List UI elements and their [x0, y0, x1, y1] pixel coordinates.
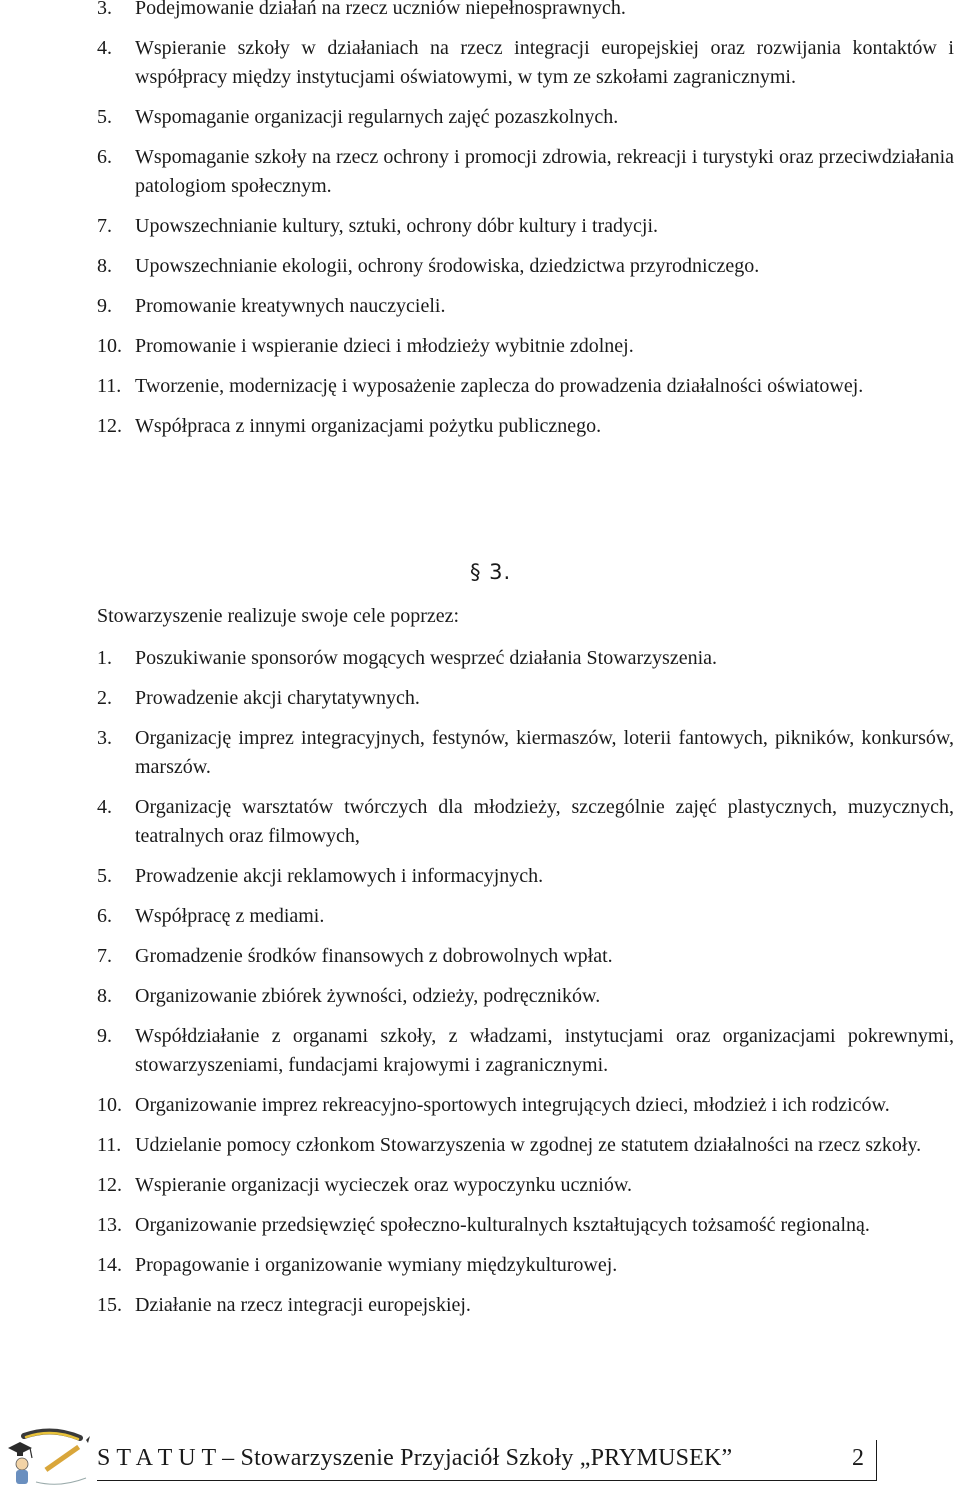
item-number: 6. — [97, 146, 112, 168]
item-text: Współpraca z innymi organizacjami pożytku publicznego. — [135, 415, 602, 437]
means-list — [0, 644, 960, 1331]
list-item — [0, 1022, 960, 1080]
item-number: 12. — [97, 1174, 122, 1196]
item-text: Upowszechnianie ekologii, ochrony środowiska, dziedzictwa przyrodniczego. — [135, 255, 760, 277]
list-item — [0, 982, 960, 1011]
list-item — [0, 143, 960, 201]
item-number: 15. — [97, 1294, 122, 1316]
list-item — [0, 684, 960, 713]
item-number: 6. — [97, 905, 112, 927]
item-text: Współdziałanie z organami szkoły, z władzami, instytucjami oraz organizacjami pokrewnymi, stowarzyszeniami, fundacjami krajowymi i zagranicznymi. — [135, 1025, 954, 1076]
list-item — [0, 1091, 960, 1120]
page-number: 2 — [852, 1445, 864, 1471]
footer-title: S T A T U T – Stowarzyszenie Przyjaciół Szkoły „PRYMUSEK” — [97, 1445, 733, 1471]
item-number: 14. — [97, 1254, 122, 1276]
item-text: Promowanie i wspieranie dzieci i młodzieży wybitnie zdolnej. — [135, 335, 634, 357]
item-number: 8. — [97, 255, 112, 277]
list-item — [0, 0, 960, 23]
list-item — [0, 942, 960, 971]
item-number: 9. — [97, 1025, 112, 1047]
prymusek-logo — [2, 1426, 94, 1490]
footer-rule — [97, 1480, 877, 1481]
list-item — [0, 212, 960, 241]
section-heading: § 3. — [470, 560, 512, 584]
item-number: 7. — [97, 215, 112, 237]
item-text: Podejmowanie działań na rzecz uczniów niepełnosprawnych. — [135, 0, 626, 19]
list-item — [0, 1171, 960, 1200]
list-item — [0, 252, 960, 281]
item-number: 8. — [97, 985, 112, 1007]
item-text: Upowszechnianie kultury, sztuki, ochrony dóbr kultury i tradycji. — [135, 215, 659, 237]
list-item — [0, 1291, 960, 1320]
item-text: Udzielanie pomocy członkom Stowarzyszenia w zgodnej ze statutem działalności na rzecz szkoły. — [135, 1134, 922, 1156]
item-text: Organizację warsztatów twórczych dla młodzieży, szczególnie zajęć plastycznych, muzycznych, teatralnych oraz filmowych, — [135, 796, 954, 847]
item-text: Organizację imprez integracyjnych, festynów, kiermaszów, loterii fantowych, pikników, konkursów, marszów. — [135, 727, 954, 778]
list-item — [0, 902, 960, 931]
item-text: Poszukiwanie sponsorów mogących wesprzeć działania Stowarzyszenia. — [135, 647, 718, 669]
item-number: 5. — [97, 106, 112, 128]
item-text: Promowanie kreatywnych nauczycieli. — [135, 295, 446, 317]
item-number: 5. — [97, 865, 112, 887]
item-text: Organizowanie imprez rekreacyjno-sportowych integrujących dzieci, młodzież i ich rodziców. — [135, 1094, 890, 1116]
item-text: Prowadzenie akcji reklamowych i informacyjnych. — [135, 865, 544, 887]
item-text: Współpracę z mediami. — [135, 905, 325, 927]
list-item — [0, 1131, 960, 1160]
list-item — [0, 724, 960, 782]
item-text: Organizowanie zbiórek żywności, odzieży, podręczników. — [135, 985, 601, 1007]
list-item — [0, 1251, 960, 1280]
item-number: 7. — [97, 945, 112, 967]
item-number: 10. — [97, 335, 122, 357]
footer-divider — [876, 1440, 877, 1480]
list-item — [0, 332, 960, 361]
section-intro: Stowarzyszenie realizuje swoje cele poprzez: — [97, 605, 460, 627]
list-item — [0, 644, 960, 673]
item-number: 11. — [97, 375, 122, 397]
item-number: 3. — [97, 727, 112, 749]
item-text: Wspieranie organizacji wycieczek oraz wypoczynku uczniów. — [135, 1174, 632, 1196]
item-number: 3. — [97, 0, 112, 19]
list-item — [0, 862, 960, 891]
item-text: Tworzenie, modernizację i wyposażenie zaplecza do prowadzenia działalności oświatowej. — [135, 375, 864, 397]
list-item — [0, 1211, 960, 1240]
item-text: Wspieranie szkoły w działaniach na rzecz integracji europejskiej oraz rozwijania kontaktów i współpracy między instytucjami oświatowymi, w tym ze szkołami zagranicznymi. — [135, 37, 954, 88]
list-item — [0, 412, 960, 441]
list-item — [0, 793, 960, 851]
item-number: 4. — [97, 37, 112, 59]
item-number: 4. — [97, 796, 112, 818]
item-number: 11. — [97, 1134, 122, 1156]
list-item — [0, 372, 960, 401]
item-text: Organizowanie przedsięwzięć społeczno-kulturalnych kształtujących tożsamość regionalną. — [135, 1214, 870, 1236]
item-text: Propagowanie i organizowanie wymiany międzykulturowej. — [135, 1254, 618, 1276]
list-item — [0, 292, 960, 321]
item-text: Prowadzenie akcji charytatywnych. — [135, 687, 420, 709]
item-text: Wspomaganie organizacji regularnych zajęć pozaszkolnych. — [135, 106, 619, 128]
goals-list — [0, 0, 960, 452]
item-number: 2. — [97, 687, 112, 709]
item-number: 10. — [97, 1094, 122, 1116]
item-number: 1. — [97, 647, 112, 669]
list-item — [0, 34, 960, 92]
item-number: 13. — [97, 1214, 122, 1236]
item-text: Wspomaganie szkoły na rzecz ochrony i promocji zdrowia, rekreacji i turystyki oraz przeciwdziałania patologiom społecznym. — [135, 146, 954, 197]
page-footer — [0, 1426, 960, 1486]
item-text: Działanie na rzecz integracji europejskiej. — [135, 1294, 471, 1316]
item-number: 12. — [97, 415, 122, 437]
item-number: 9. — [97, 295, 112, 317]
item-text: Gromadzenie środków finansowych z dobrowolnych wpłat. — [135, 945, 613, 967]
list-item — [0, 103, 960, 132]
